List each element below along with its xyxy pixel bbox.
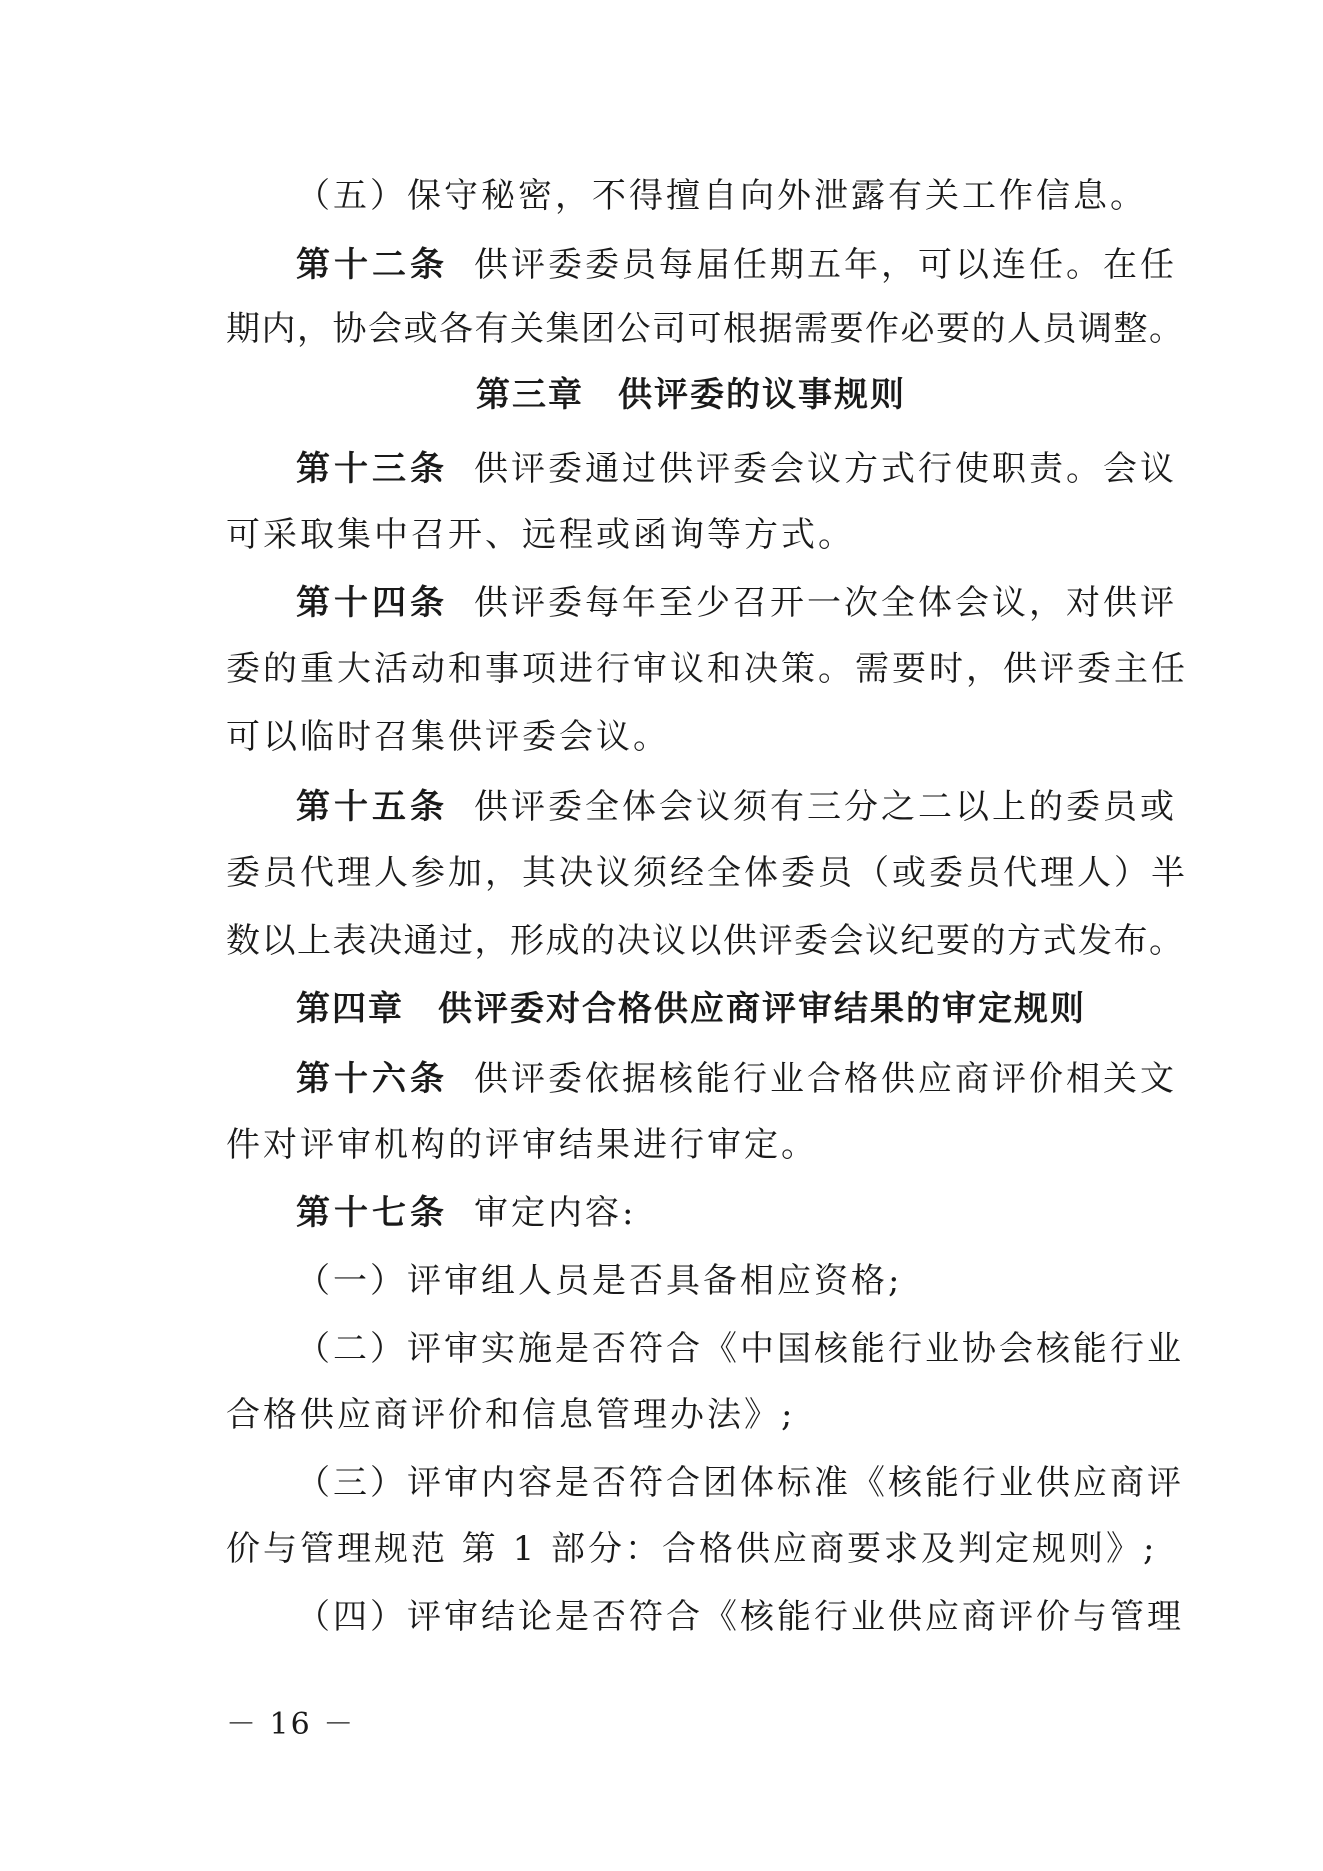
article-label: 第十四条 (296, 583, 448, 623)
article-text: 供评委每年至少召开一次全体会议，对供评 (474, 583, 1177, 623)
paragraph-text: 委员代理人参加，其决议须经全体委员（或委员代理人）半 (226, 853, 1188, 893)
article-label: 第十三条 (296, 449, 448, 489)
chapter-label: 第四章 (296, 989, 404, 1029)
paragraph-text: （五）保守秘密，不得擅自向外泄露有关工作信息。 (296, 176, 1147, 216)
list-item-3-continuation (226, 1526, 1156, 1572)
list-item-text: 合格供应商评价和信息管理办法》; (226, 1395, 796, 1435)
chapter-3-heading (226, 372, 1156, 418)
chapter-title: 供评委的议事规则 (618, 375, 906, 415)
chapter-4-heading (226, 986, 1156, 1032)
article-13-continuation (226, 512, 1156, 558)
article-16-continuation (226, 1122, 1156, 1168)
paragraph-text: 期内，协会或各有关集团公司可根据需要作必要的人员调整。 (226, 309, 1185, 349)
article-15 (296, 784, 1177, 830)
article-15-continuation-2 (226, 918, 1185, 964)
chapter-title: 供评委对合格供应商评审结果的审定规则 (438, 989, 1086, 1029)
list-item-text: （三）评审内容是否符合团体标准《核能行业供应商评 (296, 1463, 1184, 1503)
paragraph-text: 数以上表决通过，形成的决议以供评委会议纪要的方式发布。 (226, 921, 1185, 961)
list-item-4 (296, 1594, 1184, 1640)
paragraph-item-5 (296, 173, 1156, 219)
article-12-continuation (226, 306, 1185, 352)
article-label: 第十二条 (296, 245, 448, 285)
article-label: 第十六条 (296, 1059, 448, 1099)
article-12 (296, 242, 1177, 288)
article-13 (296, 446, 1177, 492)
paragraph-text: 委的重大活动和事项进行审议和决策。需要时，供评委主任 (226, 649, 1188, 689)
list-item-text: （四）评审结论是否符合《核能行业供应商评价与管理 (296, 1597, 1184, 1637)
article-14-continuation-2 (226, 714, 1156, 760)
chapter-label: 第三章 (476, 375, 584, 415)
page-number: － 16 － (226, 1707, 356, 1742)
article-14-continuation-1 (226, 646, 1188, 692)
article-label: 第十五条 (296, 787, 448, 827)
article-text: 审定内容: (474, 1193, 637, 1233)
paragraph-text: 可以临时召集供评委会议。 (226, 717, 670, 757)
paragraph-text: 件对评审机构的评审结果进行审定。 (226, 1125, 818, 1165)
article-16 (296, 1056, 1177, 1102)
article-14 (296, 580, 1177, 626)
article-text: 供评委通过供评委会议方式行使职责。会议 (474, 449, 1177, 489)
list-item-3 (296, 1460, 1184, 1506)
article-15-continuation-1 (226, 850, 1188, 896)
article-label: 第十七条 (296, 1193, 448, 1233)
paragraph-text: 可采取集中召开、远程或函询等方式。 (226, 515, 855, 555)
article-text: 供评委全体会议须有三分之二以上的委员或 (474, 787, 1177, 827)
article-17 (296, 1190, 1156, 1236)
list-item-text: （二）评审实施是否符合《中国核能行业协会核能行业 (296, 1329, 1184, 1369)
list-item-text: （一）评审组人员是否具备相应资格; (296, 1261, 903, 1301)
list-item-1 (296, 1258, 1156, 1304)
list-item-2-continuation (226, 1392, 1156, 1438)
article-text: 供评委委员每届任期五年，可以连任。在任 (474, 245, 1177, 285)
list-item-text: 价与管理规范 第 1 部分：合格供应商要求及判定规则》; (226, 1529, 1158, 1569)
article-text: 供评委依据核能行业合格供应商评价相关文 (474, 1059, 1177, 1099)
list-item-2 (296, 1326, 1184, 1372)
